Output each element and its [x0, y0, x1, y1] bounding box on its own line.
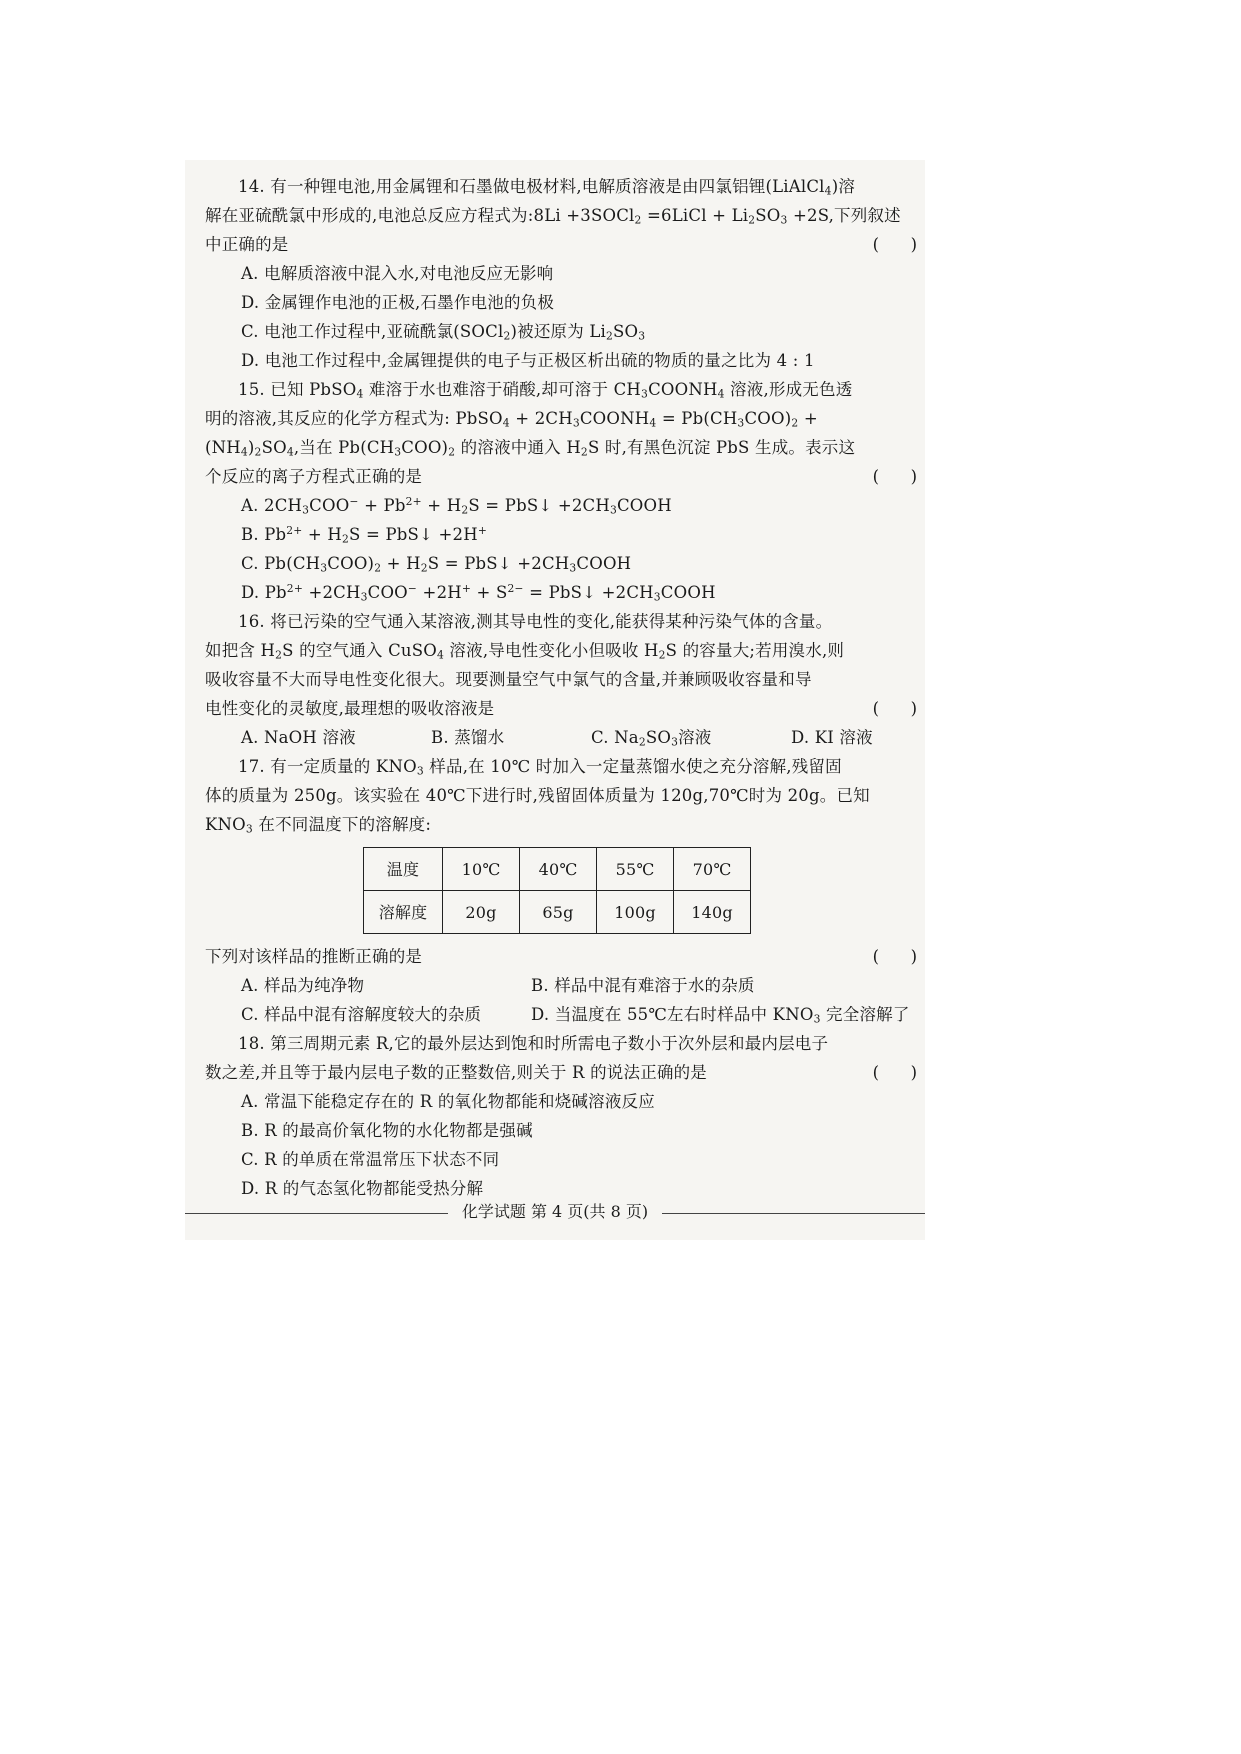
- table-cell: 55℃: [597, 848, 674, 891]
- q15-stem-line-4: 个反应的离子方程式正确的是 ( ): [205, 462, 917, 491]
- question-17: [205, 752, 917, 1029]
- q16-stem-line-4: 电性变化的灵敏度,最理想的吸收溶液是 ( ): [205, 694, 917, 723]
- q17-stem-line-3: $KNO_3$ 在不同温度下的溶解度:: [205, 815, 432, 836]
- table-cell: 20g: [443, 891, 520, 934]
- q14-stem-line-1: 14. 有一种锂电池,用金属锂和石墨做电极材料,电解质溶液是由四氯铝锂(LiAlCl$_4$)溶: [238, 177, 856, 198]
- question-14: [205, 172, 917, 375]
- answer-parentheses: ( ): [872, 235, 917, 254]
- solubility-table: [363, 847, 751, 934]
- q17-option-d: D. 当温度在 55℃左右时样品中 $KNO_3$ 完全溶解了: [531, 1005, 910, 1026]
- question-16: [205, 607, 917, 752]
- q15-option-b: B. $Pb^{2+} + H_2S$ = PbS↓ +2H+: [241, 524, 487, 546]
- q15-stem-line-3: $(NH_4)_2SO_4$,当在 $Pb(CH_3COO)_2$ 的溶液中通入 $H_2S$ 时,有黑色沉淀 PbS 生成。表示这: [205, 438, 856, 459]
- q18-option-c: C. R 的单质在常温常压下状态不同: [241, 1150, 500, 1169]
- q17-option-a: A. 样品为纯净物: [241, 976, 365, 995]
- table-cell: 温度: [364, 848, 443, 891]
- q17-option-b: B. 样品中混有难溶于水的杂质: [531, 976, 755, 995]
- table-cell: 溶解度: [364, 891, 443, 934]
- table-cell: 100g: [597, 891, 674, 934]
- table-row: [364, 891, 751, 934]
- q17-question-stem: 下列对该样品的推断正确的是 ( ): [205, 942, 917, 971]
- q17-options-row-2: [205, 1000, 917, 1029]
- answer-parentheses: ( ): [872, 1063, 917, 1082]
- table-cell: 40℃: [520, 848, 597, 891]
- table-row: [364, 848, 751, 891]
- answer-parentheses: ( ): [872, 947, 917, 966]
- q14-stem-line-2: 解在亚硫酰氯中形成的,电池总反应方程式为:8Li +3SOCl$_2$ =6LiCl + $Li_2SO_3 +2S$,下列叙述: [205, 206, 901, 227]
- answer-parentheses: ( ): [872, 699, 917, 718]
- q14-option-d: D. 电池工作过程中,金属锂提供的电子与正极区析出硫的物质的量之比为 4 : 1: [241, 351, 815, 370]
- footer-page-label: 化学试题 第 4 页(共 8 页): [448, 1202, 662, 1221]
- q17-option-c: C. 样品中混有溶解度较大的杂质: [241, 1005, 482, 1024]
- q15-option-c: C. $Pb(CH_3COO)_2 + H_2S$ = PbS↓ $+2CH_3COOH$: [241, 554, 632, 575]
- q16-stem-line-1: 16. 将已污染的空气通入某溶液,测其导电性的变化,能获得某种污染气体的含量。: [238, 612, 833, 631]
- table-cell: 65g: [520, 891, 597, 934]
- q15-stem-line-1: 15. 已知 PbSO$_4$ 难溶于水也难溶于硝酸,却可溶于 $CH_3COONH_4$ 溶液,形成无色透: [238, 380, 853, 401]
- q17-stem-line-1: 17. 有一定质量的 $KNO_3$ 样品,在 10℃ 时加入一定量蒸馏水使之充分溶解,残留固: [238, 757, 842, 778]
- q14-stem-line-3: 中正确的是 ( ): [205, 230, 917, 259]
- q18-option-b: B. R 的最高价氧化物的水化物都是强碱: [241, 1121, 533, 1140]
- table-cell: 10℃: [443, 848, 520, 891]
- q18-option-d: D. R 的气态氢化物都能受热分解: [241, 1179, 484, 1198]
- q16-option-a: A. NaOH 溶液: [241, 728, 356, 747]
- q18-stem-line-1: 18. 第三周期元素 R,它的最外层达到饱和时所需电子数小于次外层和最内层电子: [238, 1034, 829, 1053]
- q15-option-a: A. $2CH_3COO^- + Pb^{2+} + H_2S$ = PbS↓ $+2CH_3COOH$: [241, 495, 672, 517]
- q17-stem-line-2: 体的质量为 250g。该实验在 40℃下进行时,残留固体质量为 120g,70℃时为 20g。已知: [205, 786, 870, 805]
- q18-stem-line-2: 数之差,并且等于最内层电子数的正整数倍,则关于 R 的说法正确的是 ( ): [205, 1058, 917, 1087]
- q15-stem-line-2: 明的溶液,其反应的化学方程式为: PbSO$_4$ + $2CH_3COONH_4 = Pb(CH_3COO)_2$ +: [205, 409, 818, 430]
- q18-option-a: A. 常温下能稳定存在的 R 的氧化物都能和烧碱溶液反应: [241, 1092, 655, 1111]
- q16-options: [205, 723, 917, 752]
- q14-option-b: D. 金属锂作电池的正极,石墨作电池的负极: [241, 293, 555, 312]
- q15-option-d: D. $Pb^{2+} +2CH_3COO^- +2H^+ + S^{2-}$ = PbS↓ $+2CH_3COOH$: [241, 582, 716, 604]
- q17-options-row-1: [205, 971, 917, 1000]
- q16-stem-line-2: 如把含 $H_2S$ 的空气通入 CuSO$_4$ 溶液,导电性变化小但吸收 $H_2S$ 的容量大;若用溴水,则: [205, 641, 845, 662]
- q16-option-c: C. $Na_2SO_3$溶液: [591, 728, 712, 749]
- answer-parentheses: ( ): [872, 467, 917, 486]
- q16-stem-line-3: 吸收容量不大而导电性变化很大。现要测量空气中氯气的含量,并兼顾吸收容量和导: [205, 670, 812, 689]
- page-footer: [185, 1202, 925, 1238]
- table-cell: 140g: [674, 891, 751, 934]
- question-18: [205, 1029, 917, 1203]
- q14-option-c: C. 电池工作过程中,亚硫酰氯(SOCl$_2$)被还原为 $Li_2SO_3$: [241, 322, 646, 343]
- exam-content: [205, 172, 917, 1203]
- question-15: [205, 375, 917, 607]
- q16-option-b: B. 蒸馏水: [431, 728, 505, 747]
- table-cell: 70℃: [674, 848, 751, 891]
- q16-option-d: D. KI 溶液: [791, 728, 873, 747]
- q14-option-a: A. 电解质溶液中混入水,对电池反应无影响: [241, 264, 554, 283]
